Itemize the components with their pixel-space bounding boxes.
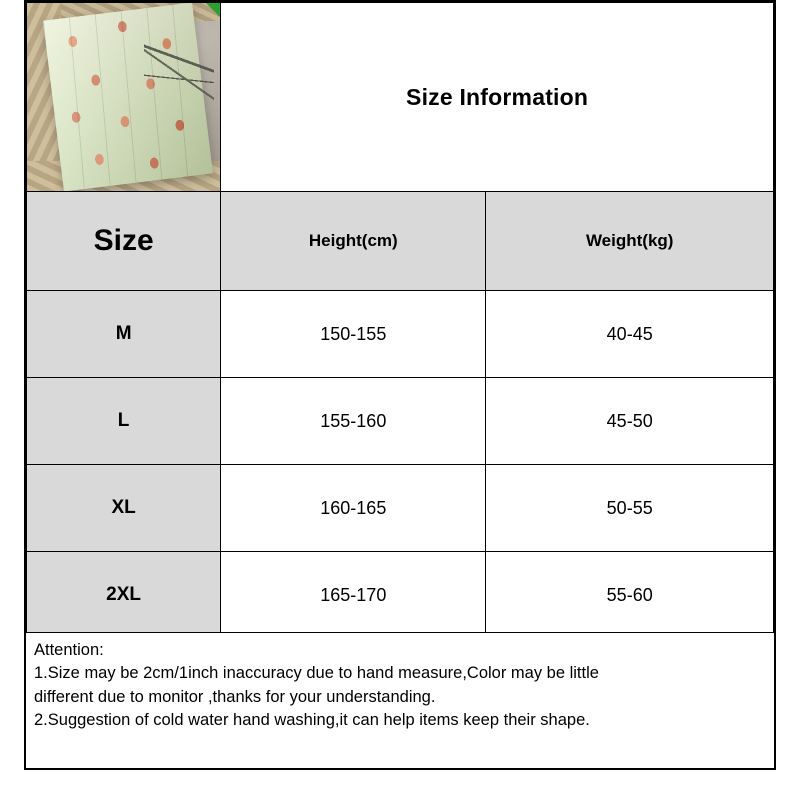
- product-photo-image: [27, 3, 220, 191]
- table-header-row: [27, 192, 774, 291]
- column-header-height: Height(cm): [221, 192, 486, 291]
- attention-heading: Attention:: [34, 641, 104, 659]
- column-header-weight: Weight(kg): [486, 192, 774, 291]
- cell-size: M: [27, 291, 221, 378]
- table-row: [27, 552, 774, 639]
- cell-size: XL: [27, 465, 221, 552]
- attention-line-3: 2.Suggestion of cold water hand washing,it can help items keep their shape.: [34, 711, 590, 730]
- cell-height: 150-155: [221, 291, 486, 378]
- table-row: [27, 465, 774, 552]
- cell-weight: 55-60: [486, 552, 774, 639]
- cell-size: 2XL: [27, 552, 221, 639]
- cell-height: 165-170: [221, 552, 486, 639]
- table-title-row: [27, 3, 774, 192]
- twig-decoration: [144, 3, 214, 123]
- page-title: Size Information: [221, 3, 774, 192]
- cell-size: L: [27, 378, 221, 465]
- size-information-table: [26, 2, 774, 639]
- cell-weight: 50-55: [486, 465, 774, 552]
- attention-line-1: 1.Size may be 2cm/1inch inaccuracy due to hand measure,Color may be little: [34, 664, 599, 683]
- cell-height: 155-160: [221, 378, 486, 465]
- table-row: [27, 378, 774, 465]
- cell-height: 160-165: [221, 465, 486, 552]
- table-row: [27, 291, 774, 378]
- green-corner-badge-icon: [206, 3, 220, 17]
- cell-weight: 45-50: [486, 378, 774, 465]
- column-header-size: Size: [27, 192, 221, 291]
- product-photo-cell: [27, 3, 221, 192]
- cell-weight: 40-45: [486, 291, 774, 378]
- attention-note: [24, 632, 776, 770]
- attention-line-2: different due to monitor ,thanks for your understanding.: [34, 687, 436, 706]
